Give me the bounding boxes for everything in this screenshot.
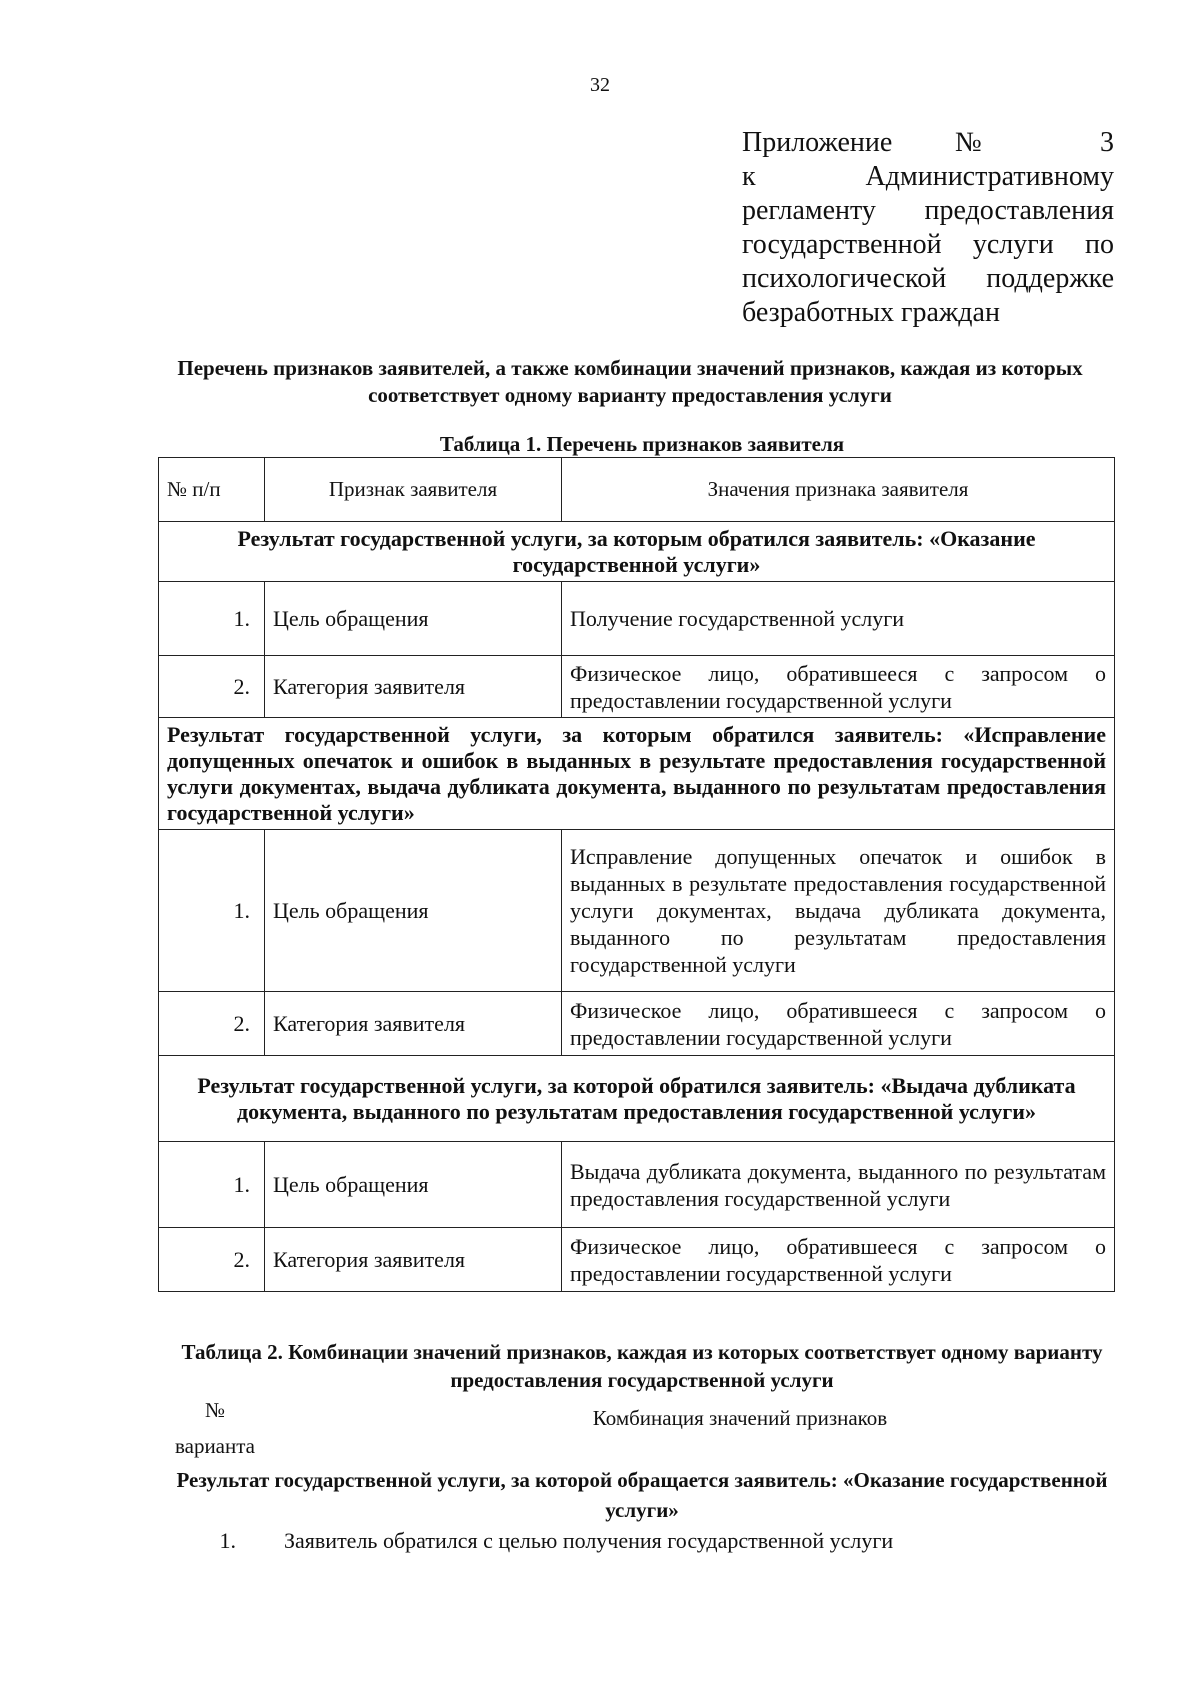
table2-caption: Таблица 2. Комбинации значений признаков, каждая из которых соответствует одному варианту предоставления государственной услуги — [181, 1340, 1103, 1392]
row-number: 1. — [159, 1142, 265, 1228]
header-attribute: Признак заявителя — [265, 458, 562, 522]
row-attribute: Категория заявителя — [265, 1228, 562, 1292]
section-row — [159, 1056, 1115, 1142]
section-row — [159, 718, 1115, 830]
appendix-note — [742, 126, 1114, 330]
table-row — [159, 656, 1115, 718]
table-row — [159, 1228, 1115, 1292]
row-value: Выдача дубликата документа, выданного по результатам предоставления государственной услуги — [562, 1142, 1115, 1228]
section-title: Результат государственной услуги, за которым обратился заявитель: «Оказание государственной услуги» — [159, 522, 1115, 582]
row-value: Физическое лицо, обратившееся с запросом о предоставлении государственной услуги — [562, 1228, 1115, 1292]
table-header-row — [159, 458, 1115, 522]
row-value: Получение государственной услуги — [562, 582, 1115, 656]
table2-header-variant-number — [170, 1392, 260, 1464]
row-number: 2. — [159, 992, 265, 1056]
table-row — [159, 582, 1115, 656]
header-number: № п/п — [159, 458, 265, 522]
row-number: 1. — [159, 830, 265, 992]
table2-row-number: 1. — [219, 1528, 236, 1553]
table2-row-text: Заявитель обратился с целью получения государственной услуги — [284, 1528, 894, 1553]
table2-section-title: Результат государственной услуги, за которой обращается заявитель: «Оказание государственной услуги» — [176, 1468, 1108, 1522]
page-number: 32 — [590, 74, 610, 96]
document-title: Перечень признаков заявителей, а также комбинации значений признаков, каждая из которых соответствует одному варианту предоставления услуги — [177, 356, 1083, 407]
table-row — [159, 1142, 1115, 1228]
appendix-line: к Административному — [742, 161, 1114, 192]
row-attribute: Цель обращения — [265, 582, 562, 656]
appendix-line: Приложение № 3 — [742, 127, 1114, 158]
table2-header-combination: Комбинация значений признаков — [592, 1406, 888, 1430]
table1-caption: Таблица 1. Перечень признаков заявителя — [439, 432, 845, 456]
row-attribute: Категория заявителя — [265, 992, 562, 1056]
row-attribute: Цель обращения — [265, 1142, 562, 1228]
row-attribute: Цель обращения — [265, 830, 562, 992]
row-value: Физическое лицо, обратившееся с запросом о предоставлении государственной услуги — [562, 656, 1115, 718]
header-value: Значения признака заявителя — [562, 458, 1115, 522]
table-row — [159, 992, 1115, 1056]
appendix-line: государственной услуги по — [742, 229, 1114, 260]
row-number: 2. — [159, 1228, 265, 1292]
row-value: Физическое лицо, обратившееся с запросом о предоставлении государственной услуги — [562, 992, 1115, 1056]
table-row — [159, 830, 1115, 992]
table2-header-variant-word: варианта — [174, 1434, 255, 1458]
appendix-line: безработных граждан — [742, 297, 1000, 328]
row-number: 2. — [159, 656, 265, 718]
appendix-line: регламенту предоставления — [742, 195, 1114, 226]
row-attribute: Категория заявителя — [265, 656, 562, 718]
appendix-line: психологической поддержке — [742, 263, 1114, 294]
section-row — [159, 522, 1115, 582]
table2-header-no-symbol: № — [204, 1398, 226, 1422]
applicant-attributes-table — [158, 457, 1115, 1292]
section-title: Результат государственной услуги, за которым обратился заявитель: «Исправление допущенных опечаток и ошибок в выданных в результате предоставления государственной услуги документах, выдача дубликата документа, выданного по результатам предоставления государственной услуги» — [159, 718, 1115, 830]
row-number: 1. — [159, 582, 265, 656]
section-title: Результат государственной услуги, за которой обратился заявитель: «Выдача дубликата документа, выданного по результатам предоставления государственной услуги» — [159, 1056, 1115, 1142]
row-value: Исправление допущенных опечаток и ошибок в выданных в результате предоставления государственной услуги документах, выдача дубликата документа, выданного по результатам предоставления государственной услуги — [562, 830, 1115, 992]
